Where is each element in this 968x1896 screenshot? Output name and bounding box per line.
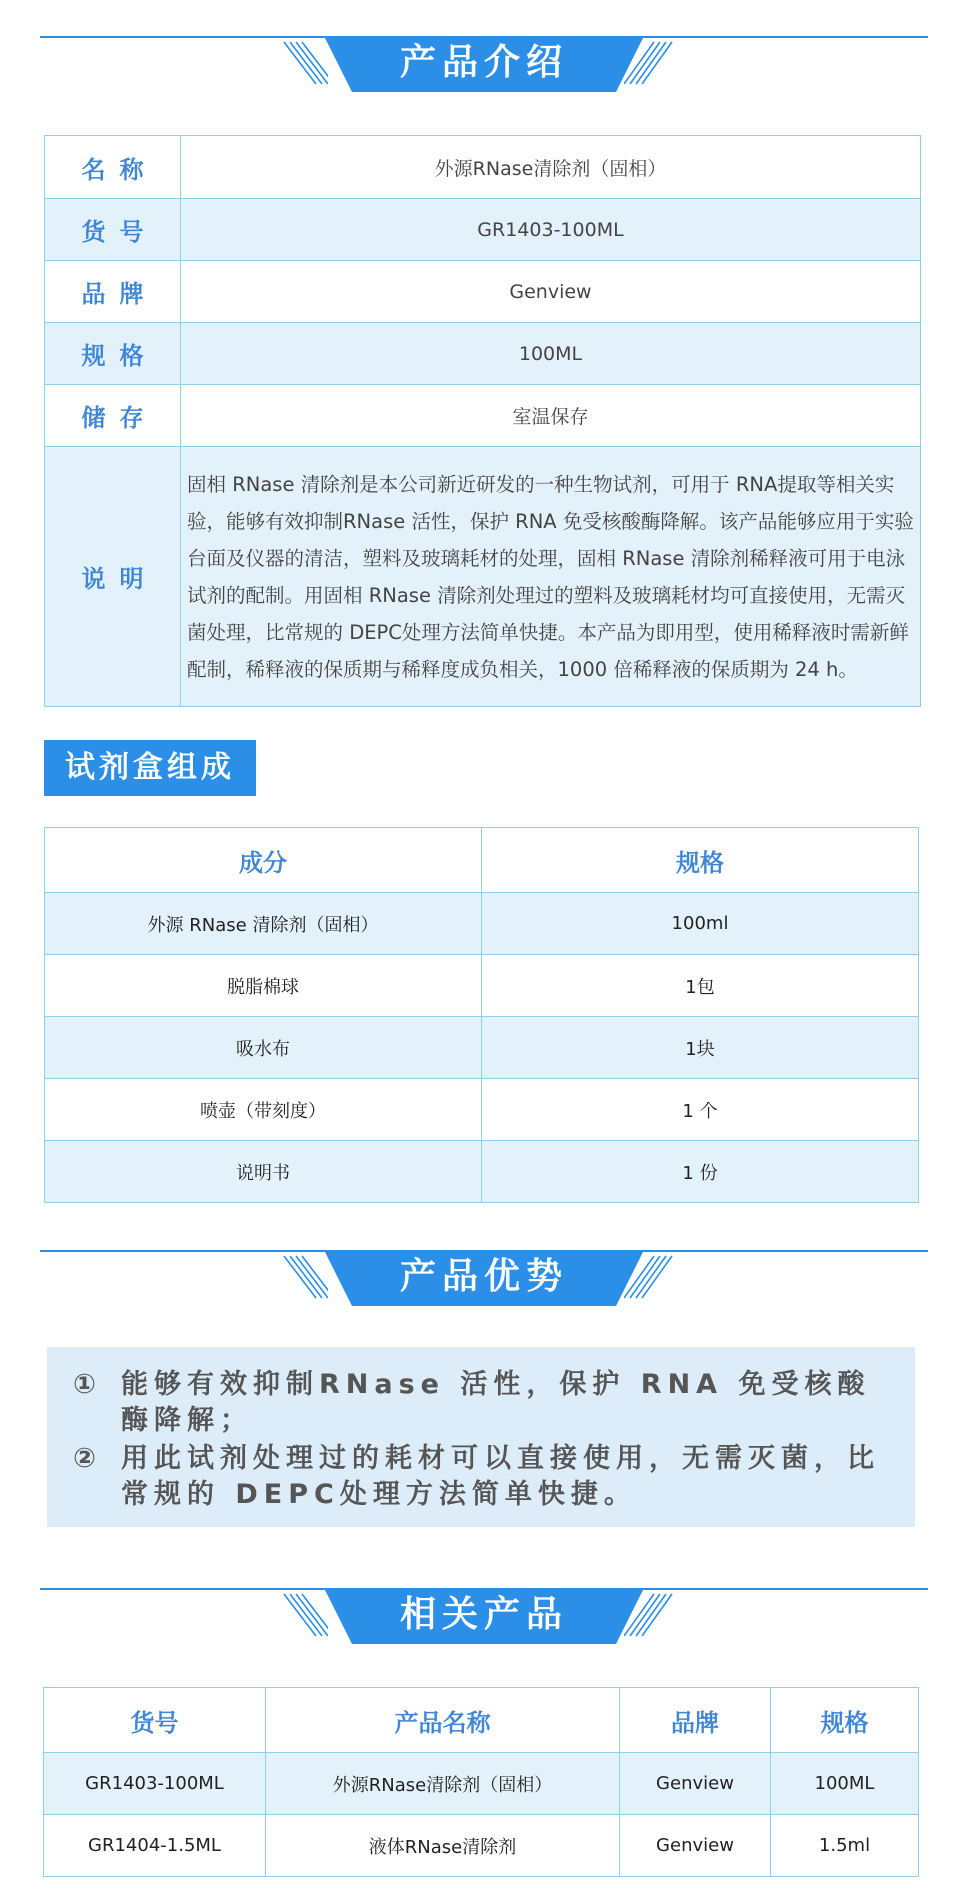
table-cell: 脱脂棉球	[45, 955, 482, 1017]
section-banner-advantage	[40, 1250, 928, 1306]
row-value: 外源RNase清除剂（固相）	[181, 136, 921, 199]
kit-section-title: 试剂盒组成	[44, 740, 256, 796]
column-header: 规格	[482, 828, 919, 893]
row-label: 储存	[45, 385, 181, 447]
table-row	[45, 199, 921, 261]
table-cell: 100ml	[482, 893, 919, 955]
advantage-number: ①	[73, 1369, 102, 1400]
table-cell: 外源 RNase 清除剂（固相）	[45, 893, 482, 955]
column-header: 规格	[771, 1688, 919, 1753]
table-cell: 1 个	[482, 1079, 919, 1141]
row-label: 货号	[45, 199, 181, 261]
table-row	[45, 323, 921, 385]
table-row	[45, 385, 921, 447]
column-header: 品牌	[620, 1688, 771, 1753]
table-row	[45, 136, 921, 199]
banner-title: 产品介绍	[399, 42, 568, 83]
table-cell: 1块	[482, 1017, 919, 1079]
row-value: 100ML	[181, 323, 921, 385]
advantage-text: 用此试剂处理过的耗材可以直接使用，无需灭菌，比常规的 DEPC处理方法简单快捷。	[121, 1443, 880, 1510]
table-cell: 外源RNase清除剂（固相）	[266, 1753, 620, 1815]
advantage-number: ②	[73, 1443, 102, 1474]
hatch-decoration-icon	[280, 36, 328, 86]
table-cell: 1.5ml	[771, 1815, 919, 1877]
kit-table	[44, 827, 919, 1203]
table-cell: Genview	[620, 1815, 771, 1877]
table-cell: 说明书	[45, 1141, 482, 1203]
table-cell: 1包	[482, 955, 919, 1017]
table-cell: GR1404-1.5ML	[44, 1815, 266, 1877]
table-cell: 1 份	[482, 1141, 919, 1203]
advantage-text: 能够有效抑制RNase 活性，保护 RNA 免受核酸酶降解；	[121, 1369, 871, 1436]
advantages-box	[47, 1347, 915, 1527]
section-banner-related	[40, 1588, 928, 1644]
row-label: 品牌	[45, 261, 181, 323]
table-row	[45, 893, 919, 955]
table-cell: 100ML	[771, 1753, 919, 1815]
table-row	[44, 1815, 919, 1877]
table-cell: Genview	[620, 1753, 771, 1815]
table-cell: 喷壶（带刻度）	[45, 1079, 482, 1141]
column-header: 货号	[44, 1688, 266, 1753]
table-header-row	[45, 828, 919, 893]
table-row	[45, 955, 919, 1017]
banner-title: 相关产品	[399, 1594, 568, 1635]
row-label: 规格	[45, 323, 181, 385]
table-row	[45, 447, 921, 707]
table-row	[44, 1753, 919, 1815]
hatch-decoration-icon	[280, 1250, 328, 1300]
advantage-item	[73, 1441, 889, 1513]
table-cell: 液体RNase清除剂	[266, 1815, 620, 1877]
table-row	[45, 261, 921, 323]
table-cell: GR1403-100ML	[44, 1753, 266, 1815]
hatch-decoration-icon	[280, 1588, 328, 1638]
row-label: 名称	[45, 136, 181, 199]
row-label: 说明	[45, 447, 181, 707]
related-products-table	[43, 1687, 919, 1877]
row-value: Genview	[181, 261, 921, 323]
table-row	[45, 1017, 919, 1079]
section-banner-intro	[40, 36, 928, 92]
description-text: 固相 RNase 清除剂是本公司新近研发的一种生物试剂，可用于 RNA提取等相关实验，能够有效抑制RNase 活性，保护 RNA 免受核酸酶降解。该产品能够应用于实验台面及仪器的清洁，塑料及玻璃耗材的处理，固相 RNase 清除剂稀释液可用于电泳试剂的配制。用固相 RNase 清除剂处理过的塑料及玻璃耗材均可直接使用，无需灭菌处理，比常规的 DEPC处理方法简单快捷。本产品为即用型，使用稀释液时需新鲜配制，稀释液的保质期与稀释度成负相关，1000 倍稀释液的保质期为 24 h。	[181, 447, 921, 707]
column-header: 产品名称	[266, 1688, 620, 1753]
table-header-row	[44, 1688, 919, 1753]
banner-title: 产品优势	[399, 1256, 568, 1297]
product-info-table	[44, 135, 921, 707]
column-header: 成分	[45, 828, 482, 893]
row-value: 室温保存	[181, 385, 921, 447]
table-cell: 吸水布	[45, 1017, 482, 1079]
advantage-item	[73, 1367, 889, 1439]
table-row	[45, 1079, 919, 1141]
table-row	[45, 1141, 919, 1203]
row-value: GR1403-100ML	[181, 199, 921, 261]
